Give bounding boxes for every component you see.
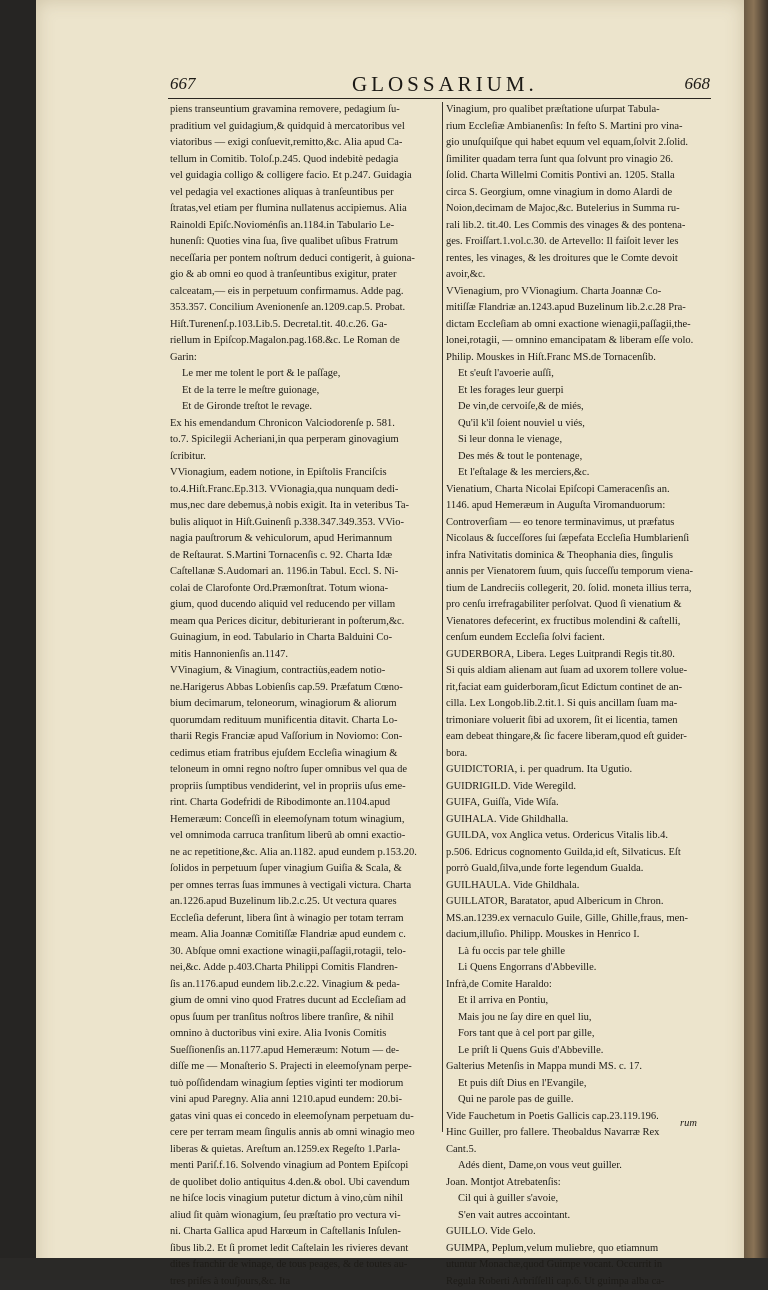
text-line: rium Eccleſiæ Ambianenſis: In feſto S. Martini pro vina- — [446, 119, 712, 136]
text-line: hunenſi: Quoties vina ſua, ſive qualibet uſibus Fratrum — [170, 234, 438, 251]
text-line: Eccleſia deferunt, libera ſint à winagio per totam terram — [170, 911, 438, 928]
text-line: mus,nec dare debemus,à nobis exigit. Ita in veteribus Ta- — [170, 498, 438, 515]
text-line: riellum in Epiſcop.Magalon.pag.168.&c. Le Roman de — [170, 333, 438, 350]
text-line: Le priſt li Quens Guis d'Abbeville. — [446, 1043, 712, 1060]
text-line: cedimus etiam fratribus ejuſdem Eccleſia winagium & — [170, 746, 438, 763]
text-line: de Reſtaurat. S.Martini Tornacenſis c. 92. Charta Idæ — [170, 548, 438, 565]
text-line: p.506. Edricus cognomento Guilda,id eſt, Silvaticus. Eſt — [446, 845, 712, 862]
text-line: Joan. Montjot Atrebatenſis: — [446, 1175, 712, 1192]
header-rule — [168, 98, 711, 99]
text-line: gatas vini quas ei concedo in eleemoſynam perpetuam du- — [170, 1109, 438, 1126]
text-line: tharii Regis Franciæ apud Vaſſorium in Noviomo: Con- — [170, 729, 438, 746]
text-line: omnino à ductoribus vini exire. Alia Ivonis Comitis — [170, 1026, 438, 1043]
text-line: menti Pariſ.f.16. Solvendo vinagium ad Pontem Epiſcopi — [170, 1158, 438, 1175]
text-line: Vienatores defecerint, ex fructibus molendini & caſtelli, — [446, 614, 712, 631]
text-line: Cil qui à guiller s'avoie, — [446, 1191, 712, 1208]
text-line: vel omnimoda carruca tranſitum liberû ab omni exactio- — [170, 828, 438, 845]
text-line: GUIFA, Guiſſa, Vide Wiſa. — [446, 795, 712, 812]
text-line: ſcribitur. — [170, 449, 438, 466]
text-line: Nicolaus & ſucceſſores ſui ſæpefata Eccleſia Humblarienſi — [446, 531, 712, 548]
text-line: GUIDICTORIA, i. per quadrum. Ita Ugutio. — [446, 762, 712, 779]
text-line: bulis aliquot in Hiſt.Guinenſi p.338.347.349.353. VVio- — [170, 515, 438, 532]
text-line: Hinc Guiller, pro fallere. Theobaldus Navarræ Rex — [446, 1125, 712, 1142]
text-line: Et de Gironde treſtot le revage. — [170, 399, 438, 416]
text-line: nei,&c. Adde p.403.Charta Philippi Comitis Flandren- — [170, 960, 438, 977]
text-line: ni. Charta Gallica apud Harœum in Caſtellanis Inſulen- — [170, 1224, 438, 1241]
text-line: Guinagium, in eod. Tabulario in Charta Balduini Co- — [170, 630, 438, 647]
text-line: Rainoldi Epiſc.Novioménſis an.1184.in Tabulario Le- — [170, 218, 438, 235]
text-line: GUIDRIGILD. Vide Weregild. — [446, 779, 712, 796]
scan-background-left — [0, 0, 36, 1280]
text-line: Noion,decimam de Majoc,&c. Butelerius in Summa ru- — [446, 201, 712, 218]
text-line: Infrà,de Comite Haraldo: — [446, 977, 712, 994]
text-line: quorumdam redituum munificentia ditavit. Charta Lo- — [170, 713, 438, 730]
text-line: VVienagium, pro VVionagium. Charta Joannæ Co- — [446, 284, 712, 301]
text-line: ſimiliter quadam terra ſunt qua ſolvunt pro vinagio 26. — [446, 152, 712, 169]
text-line: nagia pauſtrorum & vehiculorum, apud Herimannum — [170, 531, 438, 548]
text-line: tres priſes à touſjours,&c. Ita — [170, 1274, 438, 1290]
catchword: rum — [680, 1118, 697, 1129]
text-line: VVionagium, eadem notione, in Epiſtolis Franciſcis — [170, 465, 438, 482]
text-line: 30. Abſque omni exactione winagii,paſſagii,rotagii, telo- — [170, 944, 438, 961]
text-line: Qui ne parole pas de guille. — [446, 1092, 712, 1109]
page-number-left: 667 — [170, 74, 196, 94]
text-line: 353.357. Concilium Avenionenſe an.1209.cap.5. Probat. — [170, 300, 438, 317]
text-line: to.4.Hiſt.Franc.Ep.313. VVionagia,qua nunquam dedi- — [170, 482, 438, 499]
text-line: Sueſſionenſis an.1177.apud Hemeræum: Notum — de- — [170, 1043, 438, 1060]
book-edge-right — [744, 0, 768, 1280]
text-line: Et puis diſt Dius en l'Evangile, — [446, 1076, 712, 1093]
text-line: to.7. Spicilegii Acheriani,in qua perperam ginovagium — [170, 432, 438, 449]
text-line: Li Quens Engorrans d'Abbeville. — [446, 960, 712, 977]
text-line: ſolid. Charta Willelmi Comitis Pontivi an. 1205. Stalla — [446, 168, 712, 185]
text-line: Et s'euſt l'avoerie auſſi, — [446, 366, 712, 383]
text-line: Controverſiam — eo tenore terminavimus, ut præfatus — [446, 515, 712, 532]
text-line: dites franchir de winage, de tous peages, & de toutes au- — [170, 1257, 438, 1274]
text-line: ne hiſce locis vinagium putetur dictum à vino,cùm nihil — [170, 1191, 438, 1208]
text-line: rit,faciat eam guiderboram,ſicut Edictum continet de an- — [446, 680, 712, 697]
text-line: cenſum eundem Eccleſia ſolvi facient. — [446, 630, 712, 647]
text-line: trimoniare voluerit ſibi ad uxorem, ſit ei licentia, tamen — [446, 713, 712, 730]
text-line: ſtratas,vel etiam per flumina nullatenus accipiemus. Alia — [170, 201, 438, 218]
text-line: mitis Hannonienſis an.1147. — [170, 647, 438, 664]
text-line: Caſtellanæ S.Audomari an. 1196.in Tabul. Eccl. S. Ni- — [170, 564, 438, 581]
text-line: Mais jou ne ſay dire en quel liu, — [446, 1010, 712, 1027]
text-line: Vienatium, Charta Nicolai Epiſcopi Cameracenſis an. — [446, 482, 712, 499]
text-line: meam qua Perices dicitur, debiturierant in poſterum,&c. — [170, 614, 438, 631]
text-line: propriis ſumptibus vendiderint, vel in propriis uſus eme- — [170, 779, 438, 796]
text-line: circa S. Georgium, omne vinagium in domo Alardi de — [446, 185, 712, 202]
text-line: tium de Landreciis collegerit, 20. ſolid. moneta illius terra, — [446, 581, 712, 598]
text-line: vel pedagia vel exactiones aliquas à tranſeuntibus per — [170, 185, 438, 202]
text-line: Regula Roberti Arbriſſelli cap.6. Ut guimpa alba ca- — [446, 1274, 712, 1290]
text-line: Fors tant que à cel port par gille, — [446, 1026, 712, 1043]
text-line: de quolibet dolio antiquitus 4.den.& obol. Ubi cavendum — [170, 1175, 438, 1192]
text-line: infra Nativitatis dominica & Theophania dies, ſingulis — [446, 548, 712, 565]
text-line: ges. Froiſſart.1.vol.c.30. de Artevello: Il faiſoit lever les — [446, 234, 712, 251]
text-line: teloneum in omni regno noſtro ſuper omnibus vel qua de — [170, 762, 438, 779]
text-line: eam debeat thingare,& ſic facere liberam,quod eſt guider- — [446, 729, 712, 746]
text-line: bium decimarum, teloneorum, winagiorum & aliorum — [170, 696, 438, 713]
text-line: GUILDA, vox Anglica vetus. Ordericus Vitalis lib.4. — [446, 828, 712, 845]
text-line: Qu'il k'il ſoient nouviel u viés, — [446, 416, 712, 433]
text-line: GUILLO. Vide Gelo. — [446, 1224, 712, 1241]
text-line: Et de la terre le meſtre guionage, — [170, 383, 438, 400]
page-number-right: 668 — [685, 74, 711, 94]
text-line: ſolidos in perpetuum ſuper vinagium Guiſia & Scala, & — [170, 861, 438, 878]
text-line: an.1226.apud Buzelinum lib.2.c.25. Ut vectura quares — [170, 894, 438, 911]
text-line: Le mer me tolent le port & le paſſage, — [170, 366, 438, 383]
text-line: utuntur Monachæ,quod Guimpe vocant. Occurrit in — [446, 1257, 712, 1274]
text-line: cilla. Lex Longob.lib.2.tit.1. Si quis ancillam ſuam ma- — [446, 696, 712, 713]
text-line: Adés dient, Dame,on vous veut guiller. — [446, 1158, 712, 1175]
text-line: S'en vait autres accointant. — [446, 1208, 712, 1225]
text-line: Là fu occis par tele ghille — [446, 944, 712, 961]
text-line: calceatam,— eis in perpetuum confirmamus. Adde pag. — [170, 284, 438, 301]
text-line: Et il arriva en Pontiu, — [446, 993, 712, 1010]
text-line: Ex his emendandum Chronicon Valciodorenſe p. 581. — [170, 416, 438, 433]
text-line: Galterius Metenſis in Mappa mundi MS. c. 17. — [446, 1059, 712, 1076]
text-line: MS.an.1239.ex vernaculo Guile, Gille, Ghille,fraus, men- — [446, 911, 712, 928]
right-text-column — [446, 102, 712, 1132]
text-line: GUIHALA. Vide Ghildhalla. — [446, 812, 712, 829]
text-line: avoir,&c. — [446, 267, 712, 284]
text-line: ne ac repetitione,&c. Alia an.1182. apud eundem p.153.20. — [170, 845, 438, 862]
text-line: colai de Clarofonte Ord.Præmonſtrat. Totum wiona- — [170, 581, 438, 598]
text-line: ne.Harigerus Abbas Lobienſis cap.59. Præfatum Cœno- — [170, 680, 438, 697]
left-text-column — [170, 102, 438, 1132]
text-line: mitiſſæ Flandriæ an.1243.apud Buzelinum lib.2.c.28 Pra- — [446, 300, 712, 317]
text-line: Si leur donna le vienage, — [446, 432, 712, 449]
text-line: diſſe me — Monaſterio S. Prajecti in eleemoſynam perpe- — [170, 1059, 438, 1076]
text-line: neceſſaria per pontem noſtrum deduci contigerit, à guiona- — [170, 251, 438, 268]
text-line: GUIMPA, Peplum,velum muliebre, quo etiamnum — [446, 1241, 712, 1258]
text-line: GUILHAULA. Vide Ghildhala. — [446, 878, 712, 895]
text-line: aliud ſit quàm wionagium, ſeu præſtatio pro vectura vi- — [170, 1208, 438, 1225]
text-line: rali lib.2. tit.40. Les Commis des vinages & des pontena- — [446, 218, 712, 235]
text-line: pro cenſu irrefragabiliter perſolvat. Quod ſi vienatium & — [446, 597, 712, 614]
text-line: Si quis aldiam alienam aut ſuam ad uxorem tollere volue- — [446, 663, 712, 680]
text-line: vini apud Paregny. Alia anni 1210.apud eundem: 20.bi- — [170, 1092, 438, 1109]
text-line: Hiſt.Turenenſ.p.103.Lib.5. Decretal.tit. 40.c.26. Ga- — [170, 317, 438, 334]
text-line: Philip. Mouskes in Hiſt.Franc MS.de Tornacenſib. — [446, 350, 712, 367]
text-line: De vin,de cervoiſe,& de miés, — [446, 399, 712, 416]
text-line: ſis an.1176.apud eundem lib.2.c.22. Vinagium & peda- — [170, 977, 438, 994]
text-line: gio unuſquiſque qui habet equum vel equam,ſolvit 2.ſolid. — [446, 135, 712, 152]
running-header — [170, 70, 710, 98]
text-line: piens transeuntium gravamina removere, pedagium ſu- — [170, 102, 438, 119]
text-line: ſibus lib.2. Et ſi promet ledit Caſtelain les rivieres devant — [170, 1241, 438, 1258]
text-line: Cant.5. — [446, 1142, 712, 1159]
text-line: meam. Alia Joannæ Comitiſſæ Flandriæ apud eundem c. — [170, 927, 438, 944]
text-line: rentes, les vinages, & les droitures que le Comte devoit — [446, 251, 712, 268]
text-line: Vide Fauchetum in Poetis Gallicis cap.23.119.196. — [446, 1109, 712, 1126]
text-line: Et les forages leur guerpi — [446, 383, 712, 400]
text-line: dacium,illuſio. Philipp. Mouskes in Henrico I. — [446, 927, 712, 944]
column-divider — [442, 102, 443, 1132]
text-line: annis per Vienatorem ſuum, quis ſucceſſu temporum viena- — [446, 564, 712, 581]
text-line: gium de omni vino quod Fratres ducunt ad Eccleſiam ad — [170, 993, 438, 1010]
text-line: Hemeræum: Conceſſi in eleemoſynam totum winagium, — [170, 812, 438, 829]
text-line: Garin: — [170, 350, 438, 367]
text-line: tuò poſſidendam winagium ſepties viginti ter modiorum — [170, 1076, 438, 1093]
text-line: opus ſuum per tranſitus noſtros libere tranſire, & nihil — [170, 1010, 438, 1027]
text-line: GUDERBORA, Libera. Leges Luitprandi Regis tit.80. — [446, 647, 712, 664]
text-line: vel guidagia colligo & colligere facio. Et p.247. Guidagia — [170, 168, 438, 185]
text-line: viatoribus — exigi conſuevit,remitto,&c. Alia apud Ca- — [170, 135, 438, 152]
text-line: bora. — [446, 746, 712, 763]
text-line: gium, quod ducendo aliquid vel reducendo per villam — [170, 597, 438, 614]
text-line: praditium vel guidagium,& quidquid à mercatoribus vel — [170, 119, 438, 136]
text-line: tellum in Comitib. Toloſ.p.245. Quod indebitè pedagia — [170, 152, 438, 169]
text-line: Des més & tout le pontenage, — [446, 449, 712, 466]
text-line: rint. Charta Godefridi de Ribodimonte an.1104.apud — [170, 795, 438, 812]
text-line: VVinagium, & Vinagium, contractiùs,eadem notio- — [170, 663, 438, 680]
text-line: liberas & quietas. Areſtum an.1259.ex Regeſto 1.Parla- — [170, 1142, 438, 1159]
text-line: porrò Guald,ſilva,unde forte legendum Gualda. — [446, 861, 712, 878]
text-line: per omnes terras ſuas immunes à vectigali victura. Charta — [170, 878, 438, 895]
text-line: dictam Eccleſiam ab omni exactione wienagii,paſſagii,the- — [446, 317, 712, 334]
text-line: gio & ab omni eo quod à tranſeuntibus exigitur, prater — [170, 267, 438, 284]
text-line: lonei,rotagii, — omnino emancipatam & liberam eſſe volo. — [446, 333, 712, 350]
running-title: GLOSSARIUM. — [352, 72, 538, 97]
text-line: 1146. apud Hemeræum in Auguſta Viromanduorum: — [446, 498, 712, 515]
text-line: cere per terram meam ſingulis annis ab omni winagio meo — [170, 1125, 438, 1142]
text-line: GUILLATOR, Baratator, apud Albericum in Chron. — [446, 894, 712, 911]
text-line: Et l'eſtalage & les merciers,&c. — [446, 465, 712, 482]
text-line: Vinagium, pro qualibet præſtatione uſurpat Tabula- — [446, 102, 712, 119]
